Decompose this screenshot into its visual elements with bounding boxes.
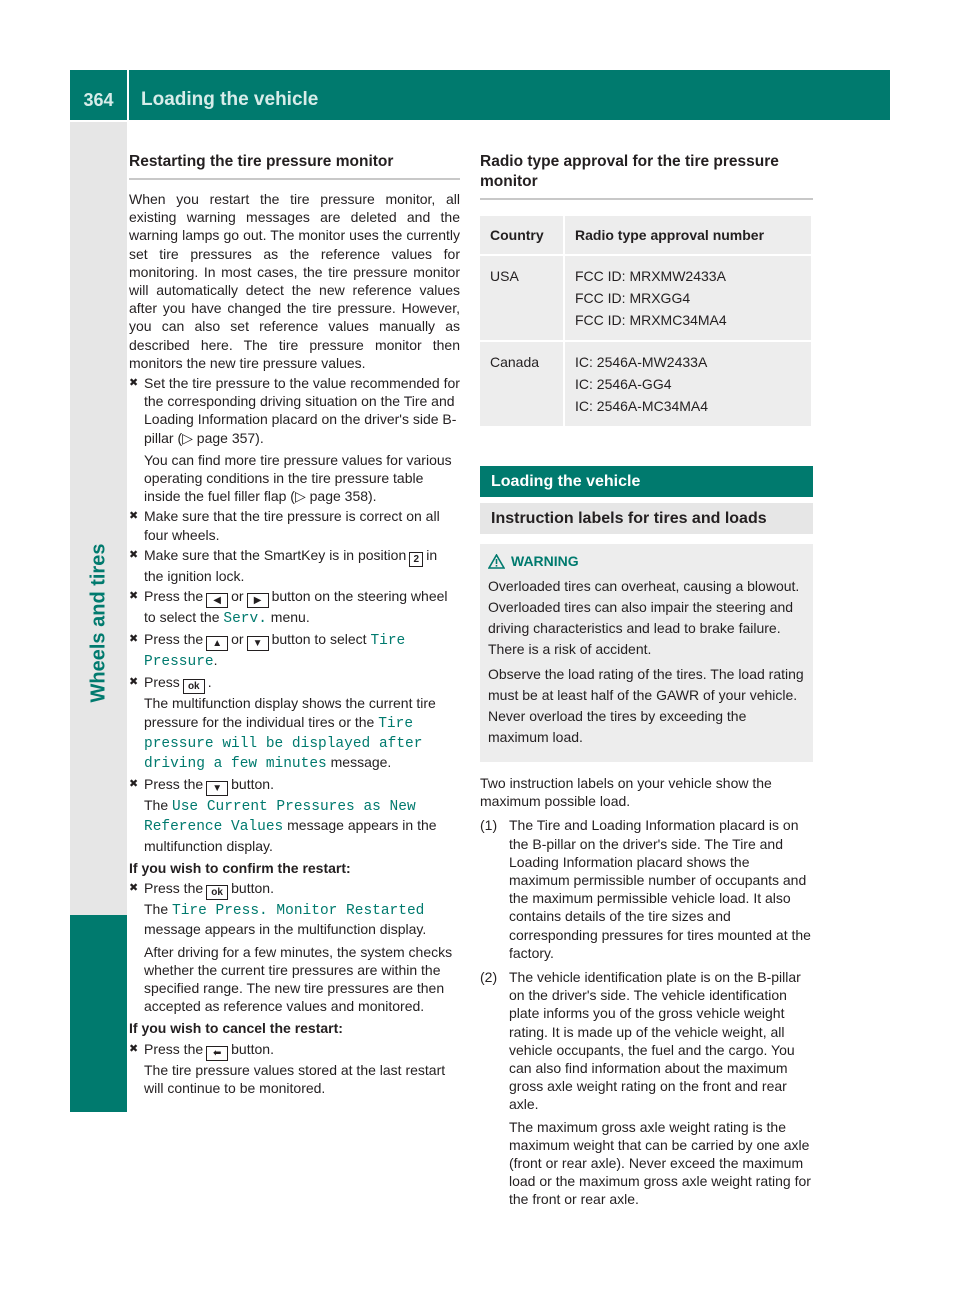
warning-triangle-icon — [488, 554, 505, 569]
display-message: Tire pressure will be displayed after driving a few minutes — [144, 715, 423, 773]
table-row: USA FCC ID: MRXMW2433A FCC ID: MRXGG4 FCC ID: MRXMC34MA4 — [480, 256, 811, 342]
down-arrow-button-icon: ▼ — [247, 636, 269, 651]
list-item: (1) The Tire and Loading Information placard is on the B-pillar on the driver's side. The Tire and Loading Information placard shows the maximum permissible number of occupants and the maximum permissible vehicle load. It also contains details of the tire sizes and corresponding pressures for tires mounted at the factory. — [480, 817, 811, 961]
tire-pressure-menu-label: Tire Pressure — [144, 633, 406, 671]
step-arrow-icon: ✖ — [129, 778, 139, 791]
down-arrow-button-icon: ▼ — [206, 781, 228, 796]
step-set-pressure: ✖ Set the tire pressure to the value recommended for the corresponding driving situation on the Tire and Loading Information placard on the driver's side B-pillar (▷ page 357). You can find more tire pressure values for various operating conditions in the tire pressure table inside the fuel filler flap (▷ page 358). — [129, 375, 460, 505]
back-button-icon: ⬅ — [206, 1046, 228, 1061]
step-smartkey: ✖ Make sure that the SmartKey is in position 2 in the ignition lock. — [129, 546, 438, 584]
ok-button-icon: ok — [206, 885, 228, 900]
step-arrow-icon: ✖ — [129, 882, 139, 895]
section-heading-radio: Radio type approval for the tire pressure monitor — [480, 152, 813, 200]
labels-intro: Two instruction labels on your vehicle show the maximum possible load. — [480, 775, 772, 810]
step-arrow-icon: ✖ — [129, 377, 139, 390]
radio-approval-table — [480, 216, 811, 428]
left-column — [129, 152, 460, 1097]
step-arrow-icon: ✖ — [129, 633, 139, 646]
table-header: Radio type approval number — [565, 216, 811, 256]
step-arrow-icon: ✖ — [129, 1042, 139, 1055]
table-row: Canada IC: 2546A-MW2433A IC: 2546A-GG4 IC: 2546A-MC34MA4 — [480, 342, 811, 428]
serv-menu-label: Serv. — [223, 611, 267, 628]
page-ref-icon: ▷ — [182, 429, 197, 446]
step-check-wheels: ✖ Make sure that the tire pressure is correct on all four wheels. — [129, 508, 440, 543]
side-tab-marker — [70, 915, 127, 1112]
page-ref-icon: ▷ — [294, 488, 310, 505]
display-message: Tire Press. Monitor Restarted — [172, 903, 425, 920]
step-confirm: ✖ Press the ok button. The Tire Press. Monitor Restarted message appears in the multifunction display. After driving for a few minutes, the system checks whether the current tire pressures are within the specified range. The new tire pressures are then accepted as reference values and monitored. — [129, 879, 460, 1015]
right-arrow-button-icon: ▶ — [247, 593, 269, 608]
display-message: Use Current Pressures as New Reference Values — [144, 799, 416, 836]
section-heading-restart: Restarting the tire pressure monitor — [129, 152, 460, 180]
subsection-band-labels: Instruction labels for tires and loads — [480, 503, 813, 534]
cancel-label: If you wish to cancel the restart: — [129, 1020, 343, 1037]
warning-box — [480, 544, 813, 762]
step-press-down: ✖ Press the ▼ button. The Use Current Pressures as New Reference Values message appears in the multifunction display. — [129, 776, 437, 854]
step-arrow-icon: ✖ — [129, 510, 139, 523]
ok-button-icon: ok — [183, 679, 205, 694]
table-header: Country — [480, 216, 565, 256]
step-select-tire-pressure: ✖ Press the ▲ or ▼ button to select Tire Pressure. — [129, 631, 406, 671]
list-item: (2) The vehicle identification plate is on the B-pillar on the driver's side. The vehicle identification plate informs you of the gross vehicle weight rating. It is made up of the vehicle weight, all vehicle occupants, the fuel and the cargo. You can also find information about the maximum gross axle weight rating on the front and rear axle. The maximum gross axle weight rating is the maximum weight that can be carried by one axle (front or rear axle). Never exceed the maximum load or the maximum gross axle weight rating for the front or rear axle. — [480, 969, 811, 1208]
left-arrow-button-icon: ◀ — [206, 593, 228, 608]
key-position-2: 2 — [409, 552, 423, 567]
confirm-note: After driving for a few minutes, the system checks whether the current tire pressures are within the specified range. The new tire pressures are then accepted as reference values and monitored. — [144, 943, 453, 1015]
step-cancel: ✖ Press the ⬅ button. The tire pressure values stored at the last restart will continue to be monitored. — [129, 1040, 446, 1096]
warning-title: WARNING — [488, 550, 805, 572]
right-column — [480, 152, 813, 1209]
restart-intro: When you restart the tire pressure monitor, all existing warning messages are deleted and the warning lamps go out. The monitor uses the currently set tire pressures as the reference values for monitoring. In most cases, the tire pressure monitor will automatically detect the new reference values after you have changed the tire pressure. However, you can also set reference values manually as described here. The tire pressure monitor then monitors the new tire pressure values. — [129, 191, 460, 371]
step-arrow-icon: ✖ — [129, 590, 139, 603]
step-arrow-icon: ✖ — [129, 676, 139, 689]
page-title: Loading the vehicle — [141, 89, 319, 110]
header-divider — [127, 70, 129, 120]
up-arrow-button-icon: ▲ — [206, 636, 228, 651]
warning-instruction: Observe the load rating of the tires. The load rating must be at least half of the GAWR of your vehicle. Never overload the tires by exceeding the maximum load. — [488, 666, 804, 745]
step-select-serv: ✖ Press the ◀ or ▶ button on the steering wheel to select the Serv. menu. — [129, 588, 448, 628]
section-band-loading: Loading the vehicle — [480, 466, 813, 497]
side-tab-label-wrap — [70, 330, 127, 915]
confirm-label: If you wish to confirm the restart: — [129, 859, 351, 876]
warning-text: Overloaded tires can overheat, causing a blowout. Overloaded tires can also impair the steering and driving characteristics and lead to brake failure. There is a risk of accident. — [488, 578, 800, 657]
step-press-ok: ✖ Press ok . The multifunction display shows the current tire pressure for the individual tires or the Tire pressure will be displayed after driving a few minutes message. — [129, 674, 436, 773]
page-number: 364 — [83, 90, 114, 110]
side-tab-label: Wheels and tires — [87, 543, 109, 702]
step-arrow-icon: ✖ — [129, 548, 139, 561]
